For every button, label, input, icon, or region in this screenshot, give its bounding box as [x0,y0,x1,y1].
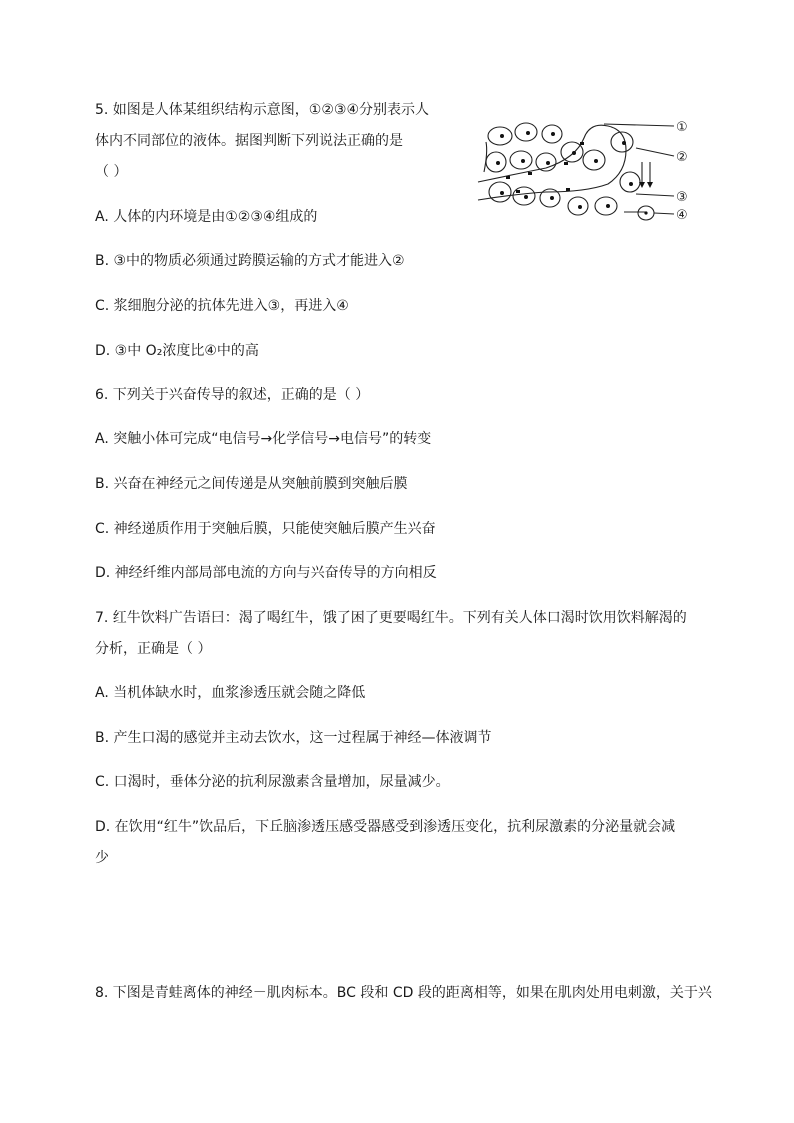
figure-label-1: ① [676,120,688,135]
question-7-option-b: B. 产生口渴的感觉并主动去饮水，这一过程属于神经—体液调节 [95,730,492,746]
figure-label-4: ④ [676,208,688,223]
question-5-option-b: B. ③中的物质必须通过跨膜运输的方式才能进入② [95,253,405,269]
question-7-option-d-continued: 少 [95,850,109,866]
question-5-stem-line1: 5. 如图是人体某组织结构示意图，①②③④分别表示人 [95,102,430,118]
question-6-option-b: B. 兴奋在神经元之间传递是从突触前膜到突触后膜 [95,476,408,492]
question-5-option-d: D. ③中 O₂浓度比④中的高 [95,343,259,359]
question-8-stem-line1: 8. 下图是青蛙离体的神经－肌肉标本。BC 段和 CD 段的距离相等，如果在肌肉处用电刺激，关于兴 [95,985,712,1001]
question-6-stem: 6. 下列关于兴奋传导的叙述，正确的是（ ） [95,387,370,403]
question-6-option-d: D. 神经纤维内部局部电流的方向与兴奋传导的方向相反 [95,565,437,581]
question-5-option-c: C. 浆细胞分泌的抗体先进入③，再进入④ [95,298,349,314]
question-7-option-a: A. 当机体缺水时，血浆渗透压就会随之降低 [95,685,366,701]
figure-label-3: ③ [676,190,688,205]
question-5-stem-line2: 体内不同部位的液体。据图判断下列说法正确的是 [95,133,403,149]
question-7-stem-line2: 分析，正确是（ ） [95,641,212,657]
question-7-option-d: D. 在饮用“红牛”饮品后，下丘脑渗透压感受器感受到渗透压变化，抗利尿激素的分泌量就会减 [95,819,676,835]
question-6-option-c: C. 神经递质作用于突触后膜，只能使突触后膜产生兴奋 [95,521,436,537]
question-5-stem-line3: （ ） [95,164,128,180]
figure-label-2: ② [676,150,688,165]
tissue-diagram [476,112,698,232]
question-7-stem-line1: 7. 红牛饮料广告语曰：渴了喝红牛，饿了困了更要喝红牛。下列有关人体口渴时饮用饮料解渴的 [95,610,687,626]
question-7-option-c: C. 口渴时，垂体分泌的抗利尿激素含量增加，尿量减少。 [95,774,450,790]
question-5-option-a: A. 人体的内环境是由①②③④组成的 [95,209,318,225]
question-6-option-a: A. 突触小体可完成“电信号→化学信号→电信号”的转变 [95,431,432,447]
